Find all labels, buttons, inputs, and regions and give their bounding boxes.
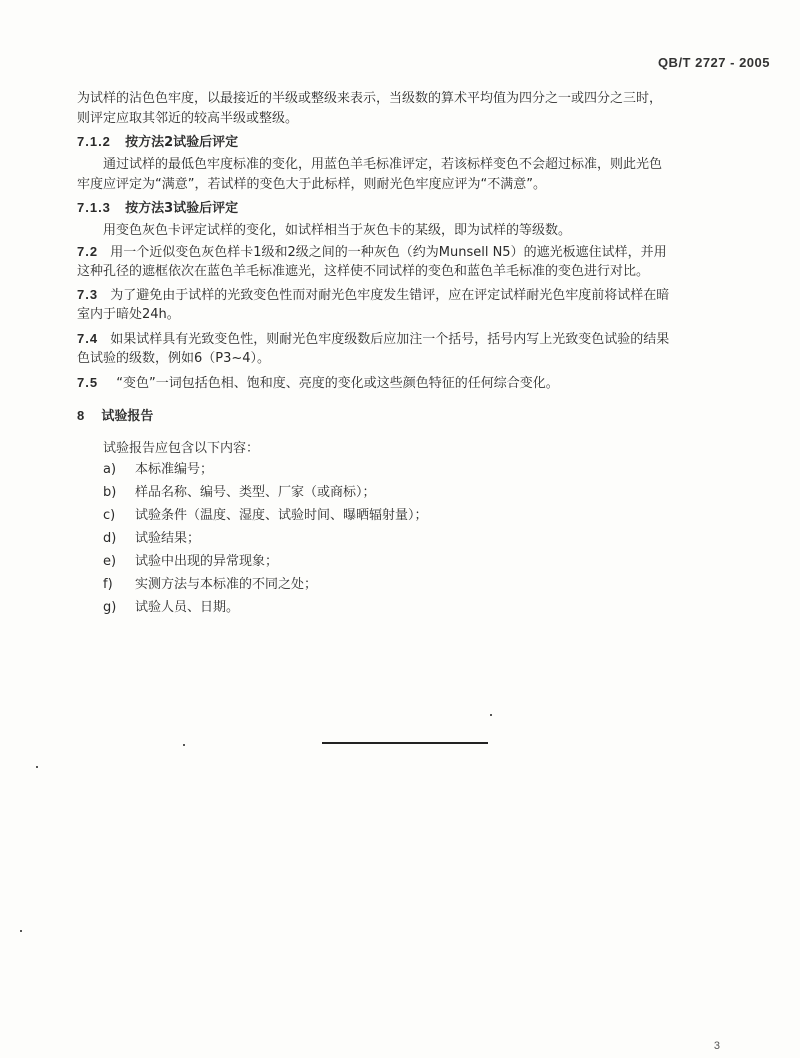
paragraph-line: 牢度应评定为“满意”，若试样的变色大于此标样，则耐光色牢度应评为“不满意”。 [77,177,546,192]
page-number: 3 [713,1040,720,1052]
scan-speck [490,714,492,716]
section-title: 按方法2试验后评定 [125,135,239,150]
list-item-text: 样品名称、编号、类型、厂家（或商标）； [135,485,376,500]
section-heading-8 [77,407,800,426]
report-list-item [103,484,800,502]
paragraph-line: 则评定应取其邻近的较高半级或整级。 [77,111,299,126]
paragraph-line: 色试验的级数，例如6（P3~4）。 [77,351,271,366]
list-item-label: e) [103,554,117,569]
scan-speck [20,930,22,932]
list-item-label: f) [103,577,113,592]
paragraph-text: 如果试样具有光致变色性，则耐光色牢度级数后应加注一个括号，括号内写上光致变色试验的结果 [110,332,670,347]
standard-number: QB/T 2727 - 2005 [657,55,770,70]
scan-speck [183,744,185,746]
report-list-item [103,530,800,548]
scan-speck [36,766,38,768]
list-item-label: g) [103,600,117,615]
list-item-label: b) [103,485,117,500]
section-title: 试验报告 [101,409,154,424]
report-list-item [103,461,800,479]
list-item-text: 实测方法与本标准的不同之处； [135,577,318,592]
paragraph-line: 为试样的沾色色牢度，以最接近的半级或整级来表示，当级数的算术平均值为四分之一或四分之三时， [77,91,663,106]
section-number: 7.1.2 [77,134,111,149]
section-number: 8 [77,408,86,423]
section-number: 7.1.3 [77,200,111,215]
section-number: 7.2 [77,244,99,259]
report-list-item [103,507,800,525]
section-heading-7-1-2 [77,133,800,152]
section-number: 7.5 [77,375,99,390]
paragraph-text: 为了避免由于试样的光致变色性而对耐光色牢度发生错评，应在评定试样耐光色牢度前将试样在暗 [110,288,670,303]
paragraph-line: 用变色灰色卡评定试样的变化，如试样相当于灰色卡的某级，即为试样的等级数。 [103,223,572,238]
paragraph-text: “变色”一词包括色相、饱和度、亮度的变化或这些颜色特征的任何综合变化。 [116,376,559,391]
paragraph-7-4 [77,330,800,349]
paragraph-line: 这种孔径的遮框依次在蓝色羊毛标准遮光，这样使不同试样的变色和蓝色羊毛标准的变色进行对比。 [77,264,650,279]
list-item-text: 试验结果； [135,531,201,546]
list-item-label: c) [103,508,116,523]
section-heading-7-1-3 [77,199,800,218]
list-item-text: 试验人员、日期。 [135,600,240,615]
list-item-text: 本标准编号； [135,462,214,477]
paragraph-7-5 [77,374,800,393]
paragraph-7-3 [77,286,800,305]
report-list-item [103,599,800,617]
list-item-label: a) [103,462,117,477]
section-number: 7.3 [77,287,99,302]
report-list-item [103,576,800,594]
paragraph-line: 通过试样的最低色牢度标准的变化，用蓝色羊毛标准评定，若该标样变色不会超过标准，则此光色 [103,157,663,172]
list-item-text: 试验中出现的异常现象； [135,554,279,569]
section-title: 按方法3试验后评定 [125,201,239,216]
section-number: 7.4 [77,331,99,346]
list-item-text: 试验条件（温度、湿度、试验时间、曝晒辐射量）； [135,508,428,523]
report-list-item [103,553,800,571]
paragraph-text: 用一个近似变色灰色样卡1级和2级之间的一种灰色（约为Munsell N5）的遮光板遮住试样，并用 [110,245,667,260]
list-item-label: d) [103,531,117,546]
paragraph-line: 室内于暗处24h。 [77,307,180,322]
paragraph-7-2 [77,243,800,262]
paragraph-line: 试验报告应包含以下内容： [103,441,260,456]
end-rule [322,742,488,744]
